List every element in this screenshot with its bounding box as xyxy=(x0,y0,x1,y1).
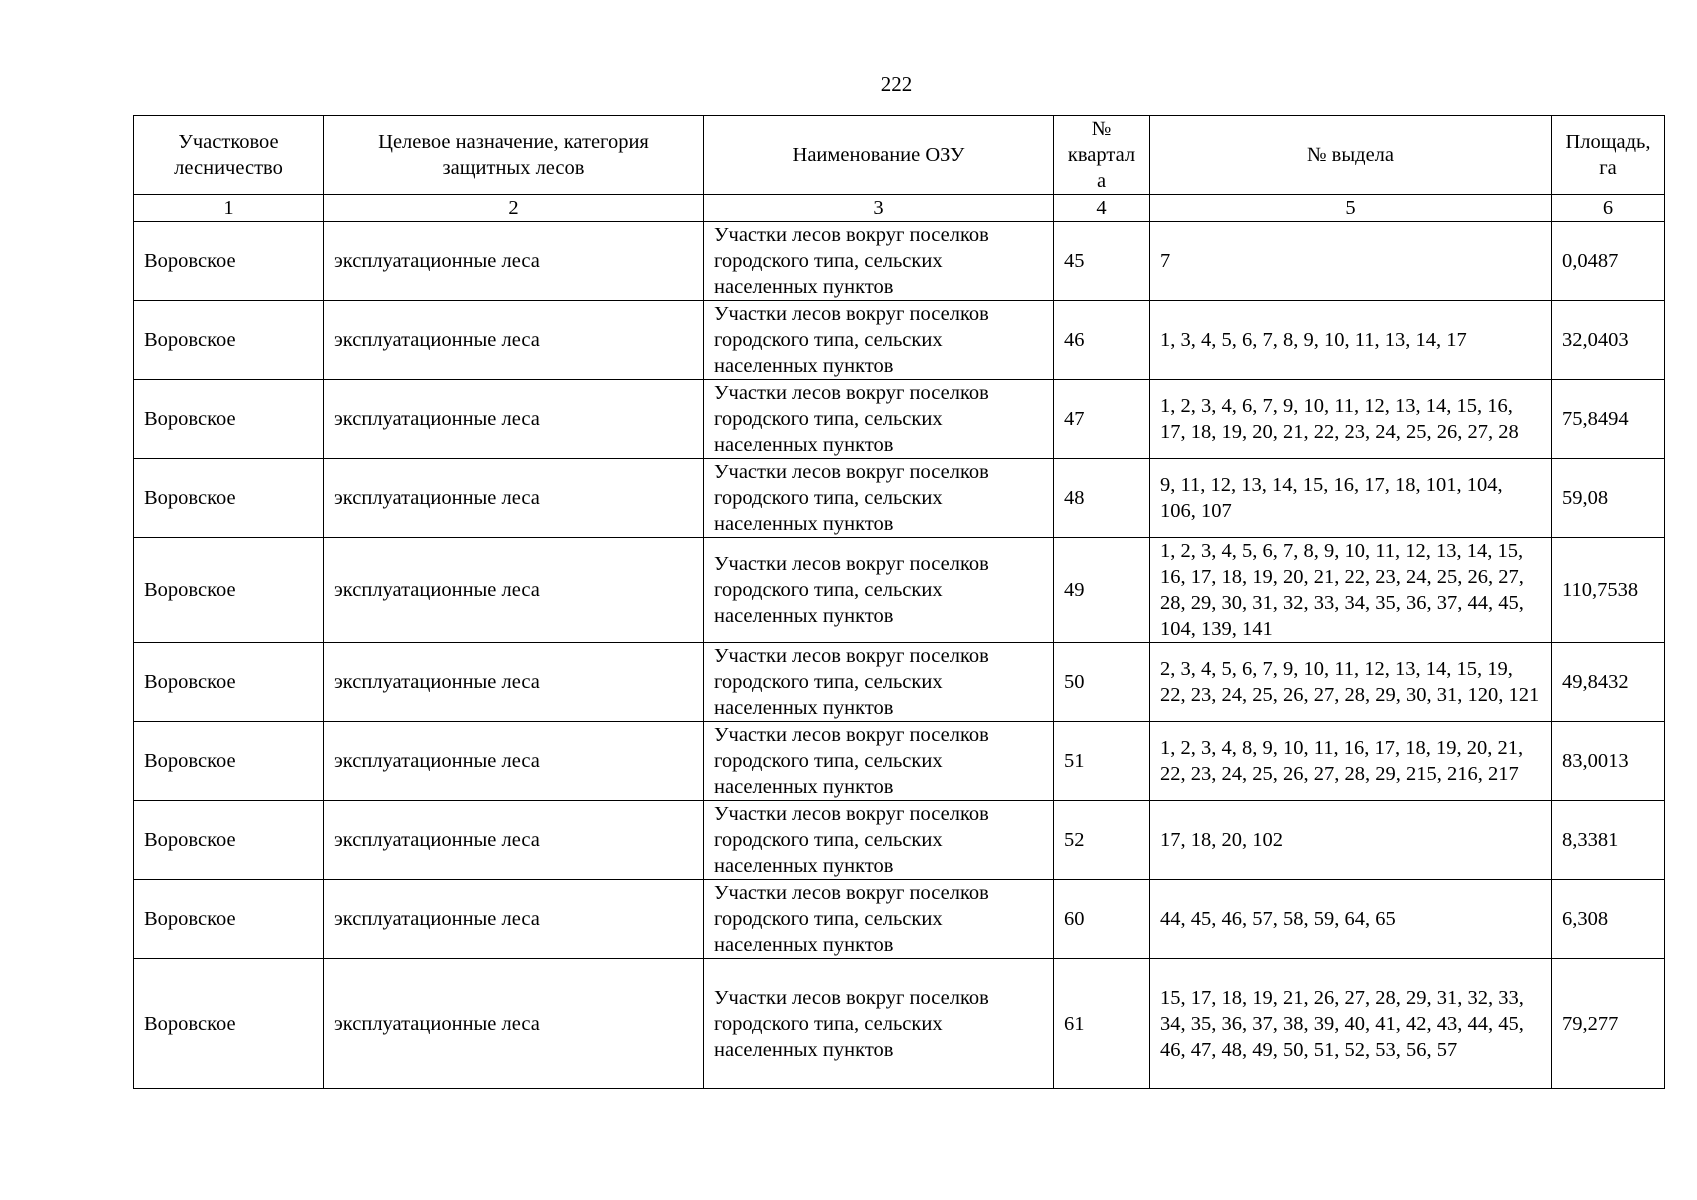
cell-forestry: Воровское xyxy=(134,459,324,538)
cell-area: 110,7538 xyxy=(1552,538,1665,643)
header-vydel: № выдела xyxy=(1150,116,1552,195)
header-area: Площадь, га xyxy=(1552,116,1665,195)
cell-purpose: эксплуатационные леса xyxy=(324,301,704,380)
cell-area: 0,0487 xyxy=(1552,222,1665,301)
cell-forestry: Воровское xyxy=(134,801,324,880)
cell-purpose: эксплуатационные леса xyxy=(324,801,704,880)
cell-kvartal: 51 xyxy=(1054,722,1150,801)
cell-vydel: 17, 18, 20, 102 xyxy=(1150,801,1552,880)
cell-kvartal: 49 xyxy=(1054,538,1150,643)
cell-vydel: 1, 3, 4, 5, 6, 7, 8, 9, 10, 11, 13, 14, 17 xyxy=(1150,301,1552,380)
cell-vydel: 2, 3, 4, 5, 6, 7, 9, 10, 11, 12, 13, 14, 15, 19, 22, 23, 24, 25, 26, 27, 28, 29, 30, 31, 120, 121 xyxy=(1150,643,1552,722)
cell-purpose: эксплуатационные леса xyxy=(324,459,704,538)
table-row xyxy=(134,801,1665,880)
column-number: 6 xyxy=(1552,195,1665,222)
cell-vydel: 1, 2, 3, 4, 5, 6, 7, 8, 9, 10, 11, 12, 13, 14, 15, 16, 17, 18, 19, 20, 21, 22, 23, 24, 25, 26, 27, 28, 29, 30, 31, 32, 33, 34, 35, 36, 37, 44, 45, 104, 139, 141 xyxy=(1150,538,1552,643)
cell-ozu-name: Участки лесов вокруг поселков городского типа, сельских населенных пунктов xyxy=(704,801,1054,880)
column-number: 5 xyxy=(1150,195,1552,222)
cell-ozu-name: Участки лесов вокруг поселков городского типа, сельских населенных пунктов xyxy=(704,459,1054,538)
cell-ozu-name: Участки лесов вокруг поселков городского типа, сельских населенных пунктов xyxy=(704,643,1054,722)
cell-vydel: 9, 11, 12, 13, 14, 15, 16, 17, 18, 101, 104, 106, 107 xyxy=(1150,459,1552,538)
table-row xyxy=(134,301,1665,380)
cell-area: 59,08 xyxy=(1552,459,1665,538)
cell-vydel: 15, 17, 18, 19, 21, 26, 27, 28, 29, 31, 32, 33, 34, 35, 36, 37, 38, 39, 40, 41, 42, 43, 44, 45, 46, 47, 48, 49, 50, 51, 52, 53, 56, 57 xyxy=(1150,959,1552,1089)
cell-forestry: Воровское xyxy=(134,301,324,380)
column-number: 2 xyxy=(324,195,704,222)
cell-forestry: Воровское xyxy=(134,643,324,722)
cell-vydel: 1, 2, 3, 4, 8, 9, 10, 11, 16, 17, 18, 19, 20, 21, 22, 23, 24, 25, 26, 27, 28, 29, 215, 216, 217 xyxy=(1150,722,1552,801)
cell-forestry: Воровское xyxy=(134,959,324,1089)
cell-purpose: эксплуатационные леса xyxy=(324,880,704,959)
cell-vydel: 7 xyxy=(1150,222,1552,301)
column-number: 3 xyxy=(704,195,1054,222)
table-row xyxy=(134,880,1665,959)
cell-kvartal: 45 xyxy=(1054,222,1150,301)
cell-kvartal: 52 xyxy=(1054,801,1150,880)
header-row xyxy=(134,116,1665,195)
cell-kvartal: 46 xyxy=(1054,301,1150,380)
column-number: 4 xyxy=(1054,195,1150,222)
cell-kvartal: 50 xyxy=(1054,643,1150,722)
cell-area: 32,0403 xyxy=(1552,301,1665,380)
header-ozu-name: Наименование ОЗУ xyxy=(704,116,1054,195)
cell-purpose: эксплуатационные леса xyxy=(324,538,704,643)
table-row xyxy=(134,959,1665,1089)
cell-kvartal: 48 xyxy=(1054,459,1150,538)
cell-purpose: эксплуатационные леса xyxy=(324,643,704,722)
cell-ozu-name: Участки лесов вокруг поселков городского типа, сельских населенных пунктов xyxy=(704,722,1054,801)
cell-forestry: Воровское xyxy=(134,880,324,959)
forestry-table xyxy=(133,115,1665,1089)
cell-area: 83,0013 xyxy=(1552,722,1665,801)
table-row xyxy=(134,380,1665,459)
cell-purpose: эксплуатационные леса xyxy=(324,722,704,801)
header-forestry: Участковое лесничество xyxy=(134,116,324,195)
cell-area: 8,3381 xyxy=(1552,801,1665,880)
cell-ozu-name: Участки лесов вокруг поселков городского типа, сельских населенных пунктов xyxy=(704,959,1054,1089)
header-purpose: Целевое назначение, категория защитных лесов xyxy=(324,116,704,195)
table-row xyxy=(134,222,1665,301)
cell-forestry: Воровское xyxy=(134,222,324,301)
cell-forestry: Воровское xyxy=(134,722,324,801)
cell-purpose: эксплуатационные леса xyxy=(324,222,704,301)
cell-area: 75,8494 xyxy=(1552,380,1665,459)
cell-area: 49,8432 xyxy=(1552,643,1665,722)
cell-purpose: эксплуатационные леса xyxy=(324,959,704,1089)
cell-ozu-name: Участки лесов вокруг поселков городского типа, сельских населенных пунктов xyxy=(704,880,1054,959)
header-kvartal: № квартал а xyxy=(1054,116,1150,195)
cell-kvartal: 47 xyxy=(1054,380,1150,459)
cell-vydel: 44, 45, 46, 57, 58, 59, 64, 65 xyxy=(1150,880,1552,959)
table-row xyxy=(134,459,1665,538)
cell-purpose: эксплуатационные леса xyxy=(324,380,704,459)
cell-forestry: Воровское xyxy=(134,538,324,643)
cell-vydel: 1, 2, 3, 4, 6, 7, 9, 10, 11, 12, 13, 14, 15, 16, 17, 18, 19, 20, 21, 22, 23, 24, 25, 26, 27, 28 xyxy=(1150,380,1552,459)
table-row xyxy=(134,538,1665,643)
table-row xyxy=(134,722,1665,801)
cell-ozu-name: Участки лесов вокруг поселков городского типа, сельских населенных пунктов xyxy=(704,301,1054,380)
cell-area: 6,308 xyxy=(1552,880,1665,959)
page-number: 222 xyxy=(880,72,913,96)
table-row xyxy=(134,643,1665,722)
column-number: 1 xyxy=(134,195,324,222)
cell-forestry: Воровское xyxy=(134,380,324,459)
cell-kvartal: 60 xyxy=(1054,880,1150,959)
cell-area: 79,277 xyxy=(1552,959,1665,1089)
cell-ozu-name: Участки лесов вокруг поселков городского типа, сельских населенных пунктов xyxy=(704,380,1054,459)
column-number-row xyxy=(134,195,1665,222)
cell-ozu-name: Участки лесов вокруг поселков городского типа, сельских населенных пунктов xyxy=(704,538,1054,643)
cell-ozu-name: Участки лесов вокруг поселков городского типа, сельских населенных пунктов xyxy=(704,222,1054,301)
cell-kvartal: 61 xyxy=(1054,959,1150,1089)
